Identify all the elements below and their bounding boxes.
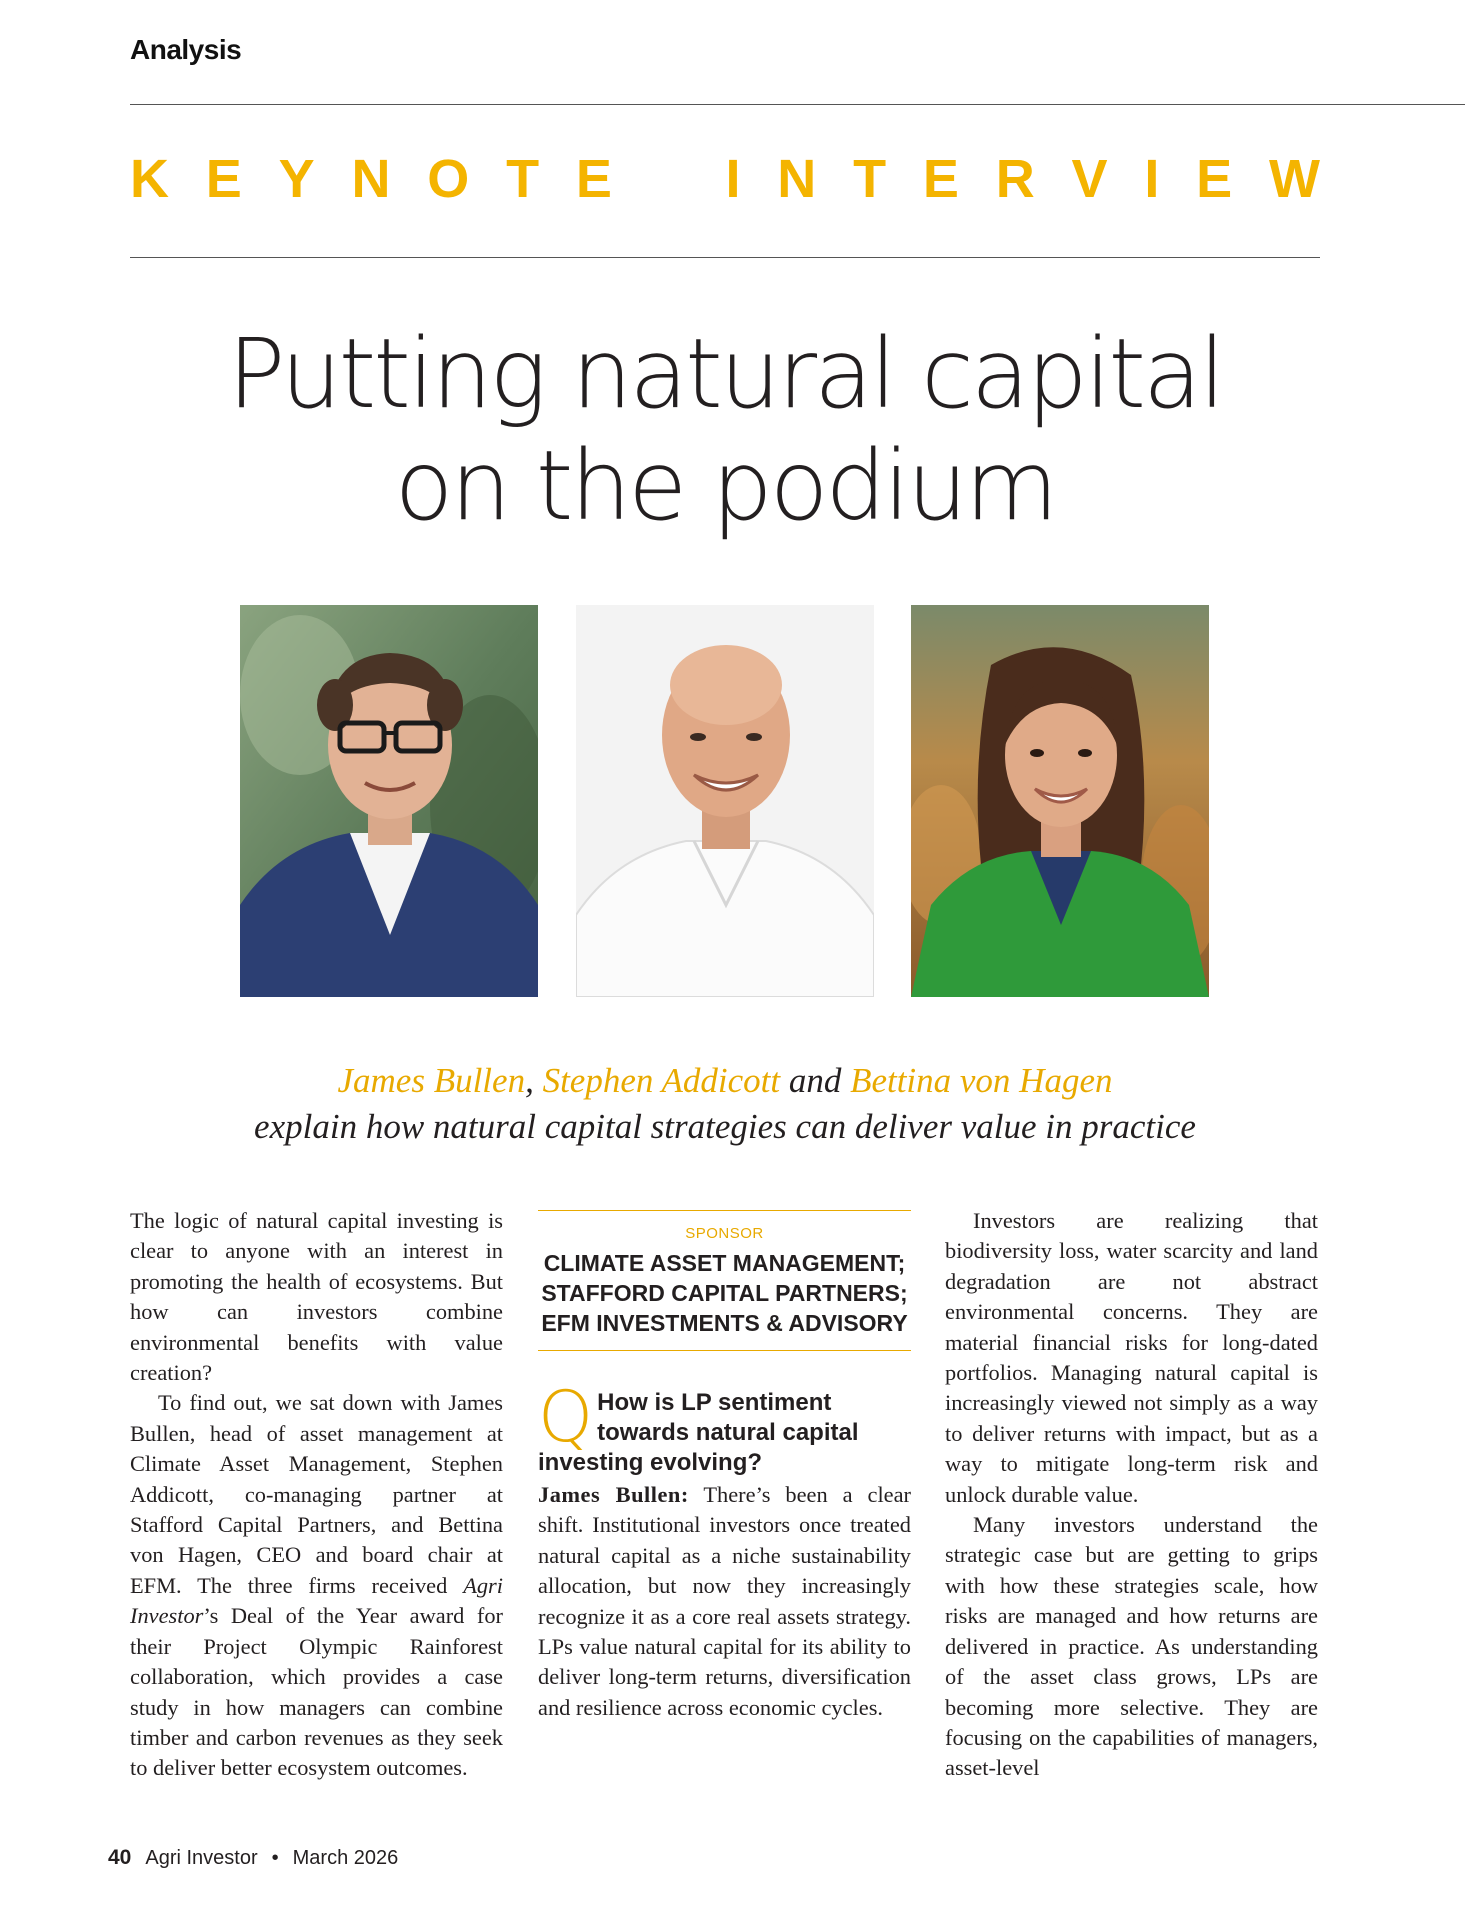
kicker-letter: T — [853, 149, 887, 209]
byline-name-bettina-von-hagen: Bettina von Hagen — [850, 1061, 1113, 1100]
portrait-james-bullen — [240, 605, 538, 997]
intro-paragraph-2 — [130, 1388, 503, 1783]
kicker-letter: N — [777, 149, 817, 209]
footer-bullet: • — [271, 1847, 279, 1869]
question-text: How is LP sentiment towards natural capital investing evolving? — [538, 1389, 859, 1476]
sponsor-label: SPONSOR — [685, 1225, 764, 1242]
kicker-word-gap — [649, 148, 689, 210]
kicker-letter: W — [1268, 149, 1320, 209]
kicker-letter: V — [1071, 149, 1108, 209]
intro-paragraph-2-part-b: ’s Deal of the Year award for their Project Olympic Rainforest collaboration, which provides a case study in how managers can combine timber and carbon revenues as they seek to deliver better ecosystem outcomes. — [130, 1603, 503, 1781]
portrait-bettina-von-hagen — [911, 605, 1209, 997]
byline-line-2: explain how natural capital strategies can deliver value in practice — [254, 1107, 1196, 1146]
portrait-stephen-addicott — [576, 605, 874, 997]
intro-paragraph-1: The logic of natural capital investing is clear to anyone with an interest in promoting the health of ecosystems. But how can investors combine environmental benefits with value creation? — [130, 1208, 503, 1386]
publication-name-italic: Agri Investor — [130, 1572, 503, 1629]
footer-publication: Agri Investor — [145, 1847, 258, 1869]
column3-paragraph-2: Many investors understand the strategic case but are getting to grips with how these strategies scale, how risks are managed and how returns are delivered in practice. As understanding of the asset class grows, LPs are becoming more selective. They are focusing on the capabilities of managers, asset-level — [945, 1512, 1318, 1781]
footer-date: March 2026 — [292, 1847, 399, 1869]
intro-paragraph-2-part-a: To find out, we sat down with James Bullen, head of asset management at Climate Asset Management, Stephen Addicott, co-managing partner at Stafford Capital Partners, and Bettina von Hagen, CEO and board chair at EFM. The three firms received — [130, 1390, 503, 1598]
header-rule — [130, 104, 1465, 105]
sponsor-names — [538, 1248, 911, 1338]
answer-paragraph — [538, 1480, 911, 1723]
byline-line-1 — [130, 1058, 1320, 1104]
kicker-letter: E — [205, 149, 242, 209]
sponsor-line-2: STAFFORD CAPITAL PARTNERS; — [541, 1280, 908, 1306]
page-number: 40 — [108, 1846, 132, 1869]
article-column-1 — [130, 1206, 503, 1784]
kicker-letter: I — [1144, 149, 1160, 209]
answer-text: There’s been a clear shift. Institutional investors once treated natural capital as a niche sustainability allocation, but now they increasingly recognize it as a core real assets strategy. LPs value natural capital for its ability to deliver long-term returns, diversification and resilience across economic cycles. — [538, 1482, 911, 1720]
section-label: Analysis — [130, 34, 242, 65]
byline — [130, 1058, 1320, 1150]
sponsor-line-3: EFM INVESTMENTS & ADVISORY — [541, 1310, 908, 1336]
column3-paragraph-1: Investors are realizing that biodiversity loss, water scarcity and land degradation are not abstract environmental concerns. They are material financial risks for long-dated portfolios. Managing natural capital is increasingly viewed not simply as a way to deliver returns with impact, but as a way to mitigate long-term risk and unlock durable value. — [945, 1208, 1318, 1507]
article-column-3 — [945, 1206, 1318, 1784]
question-block — [538, 1376, 911, 1478]
sponsor-line-1: CLIMATE ASSET MANAGEMENT; — [543, 1250, 906, 1276]
byline-name-james-bullen: James Bullen — [337, 1061, 526, 1100]
article-title — [130, 318, 1320, 542]
kicker-letter: E — [575, 149, 612, 209]
kicker-letter: N — [351, 149, 391, 209]
byline-separator-2: and — [780, 1061, 851, 1100]
kicker-letter: I — [725, 149, 741, 209]
kicker-letter: O — [427, 149, 470, 209]
page-footer — [108, 1846, 398, 1870]
title-line-1: Putting natural capital — [227, 318, 1223, 430]
title-line-2: on the podium — [394, 430, 1056, 542]
kicker-letter: R — [995, 149, 1035, 209]
byline-separator-1: , — [525, 1061, 543, 1100]
kicker-letter: E — [922, 149, 959, 209]
keynote-kicker — [130, 148, 1320, 210]
kicker-letter: E — [1196, 149, 1233, 209]
byline-name-stephen-addicott: Stephen Addicott — [542, 1061, 781, 1100]
sponsor-box — [538, 1210, 911, 1351]
kicker-letter: K — [130, 149, 169, 209]
question-initial: Q — [538, 1376, 594, 1458]
answer-speaker: James Bullen: — [538, 1482, 689, 1507]
kicker-rule — [130, 257, 1320, 258]
kicker-letter: T — [506, 149, 540, 209]
kicker-letter: Y — [278, 149, 315, 209]
